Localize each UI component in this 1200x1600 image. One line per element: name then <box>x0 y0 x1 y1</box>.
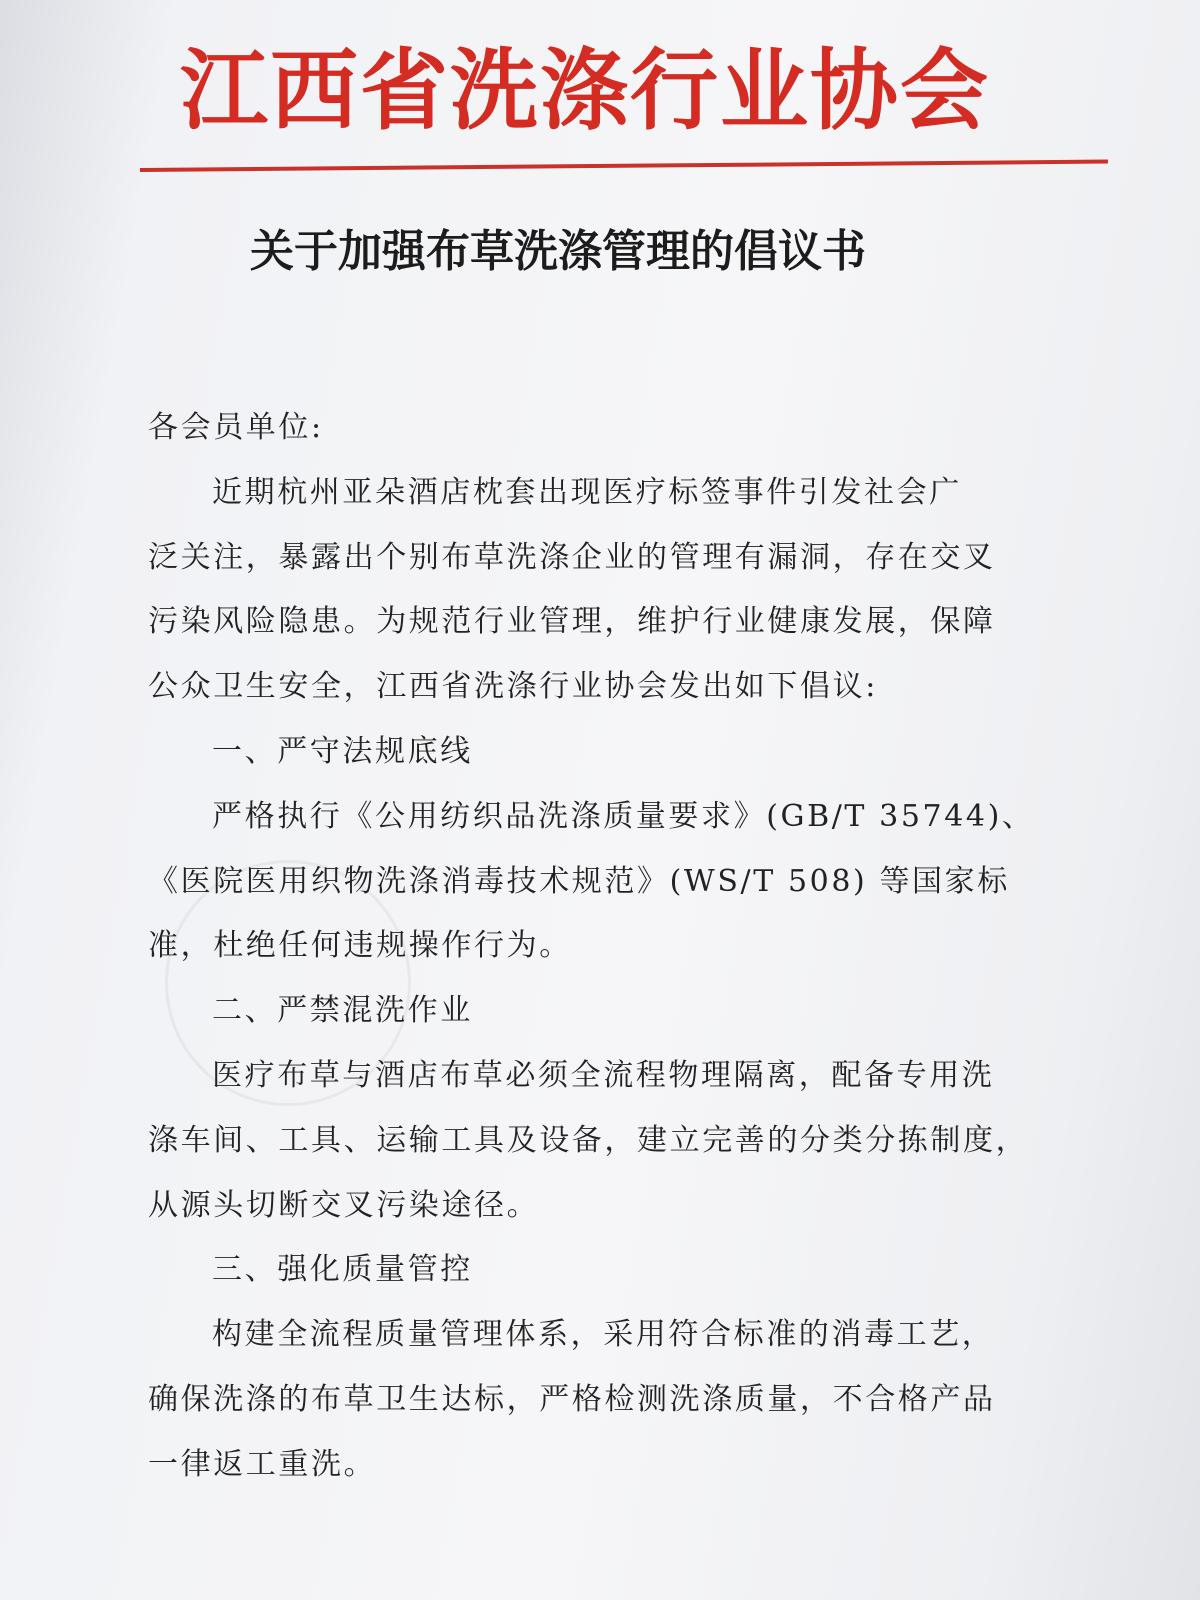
document-title: 关于加强布草洗涤管理的倡议书 <box>250 226 866 277</box>
paragraph-line: 污染风险隐患。为规范行业管理，维护行业健康发展，保障 <box>148 604 996 640</box>
paragraph-line: 公众卫生安全，江西省洗涤行业协会发出如下倡议: <box>148 669 878 705</box>
section-heading: 一、严守法规底线 <box>212 733 473 769</box>
paragraph-line: 构建全流程质量管理体系，采用符合标准的消毒工艺， <box>212 1317 995 1353</box>
paragraph-line: 泛关注，暴露出个别布草洗涤企业的管理有漏洞，存在交叉 <box>148 539 996 575</box>
section-heading: 二、严禁混洗作业 <box>212 993 473 1029</box>
document-body <box>148 396 1035 1498</box>
paragraph-line: 《医院医用织物洗涤消毒技术规范》(WS/T 508) 等国家标 <box>148 863 1010 899</box>
paragraph-line: 涤车间、工具、运输工具及设备，建立完善的分类分拣制度， <box>148 1122 1029 1158</box>
salutation: 各会员单位: <box>148 410 324 445</box>
section-heading: 三、强化质量管控 <box>212 1252 473 1288</box>
paragraph-line: 从源头切断交叉污染途径。 <box>148 1187 540 1223</box>
paragraph-line: 严格执行《公用纺织品洗涤质量要求》(GB/T 35744)、 <box>212 798 1035 834</box>
organization-name: 江西省洗涤行业协会 <box>180 39 991 142</box>
paragraph-line: 近期杭州亚朵酒店枕套出现医疗标签事件引发社会广 <box>212 474 962 510</box>
paragraph-line: 医疗布草与酒店布草必须全流程物理隔离，配备专用洗 <box>212 1057 995 1093</box>
paragraph-line: 准，杜绝任何违规操作行为。 <box>148 928 572 964</box>
red-divider-line <box>140 160 1108 172</box>
paragraph-line: 一律返工重洗。 <box>148 1446 377 1482</box>
paragraph-line: 确保洗涤的布草卫生达标，严格检测洗涤质量，不合格产品 <box>148 1381 996 1417</box>
